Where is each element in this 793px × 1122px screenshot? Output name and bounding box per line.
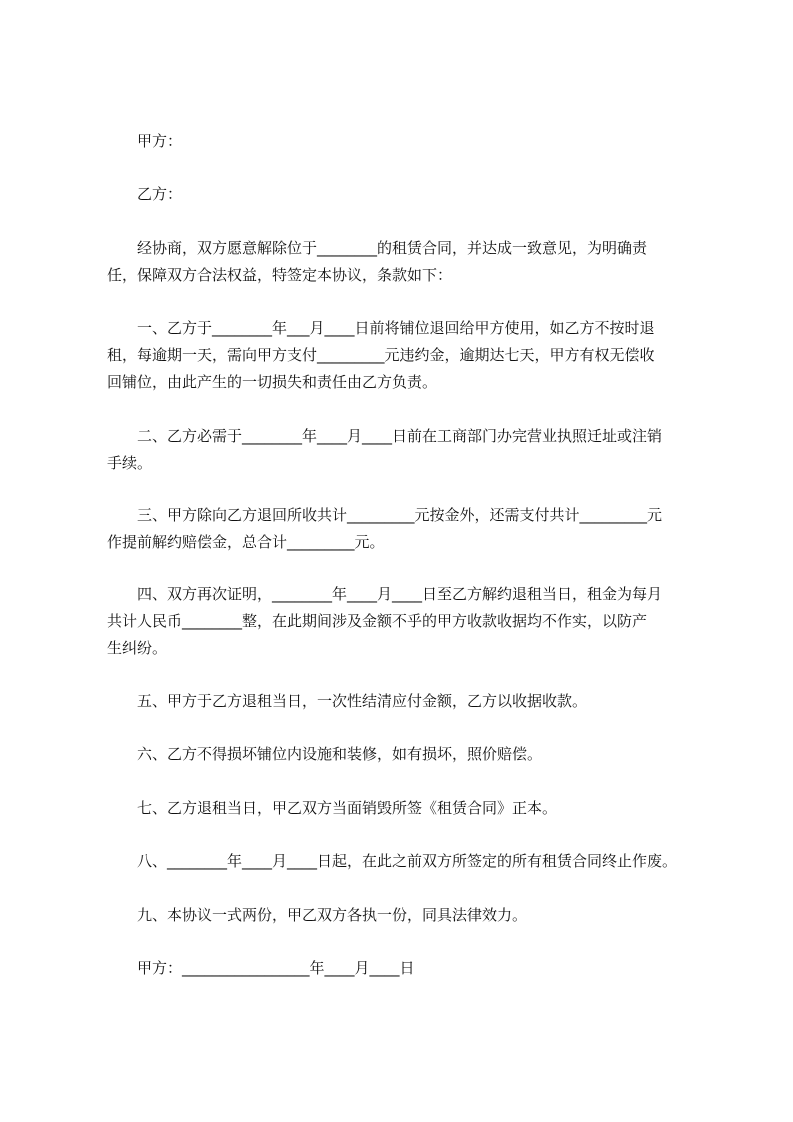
intro-paragraph bbox=[107, 235, 707, 289]
intro-line-2: 任，保障双方合法权益，特签定本协议，条款如下： bbox=[107, 266, 453, 284]
clause-1-line-2: 租，每逾期一天，需向甲方支付_________元违约金，逾期达七天，甲方有权无偿收 bbox=[107, 346, 655, 364]
party-b-label: 乙方： bbox=[107, 185, 183, 203]
clause-4-line-3: 生纠纷。 bbox=[107, 639, 168, 657]
clause-4-line-1: 四、双方再次证明，________年____月____日至乙方解约退租当日，租金为每月 bbox=[107, 585, 663, 603]
signature-line: 甲方：_________________年____月____日 bbox=[107, 959, 415, 977]
clause-4 bbox=[107, 581, 707, 662]
clause-5: 五、甲方于乙方退租当日，一次性结清应付金额，乙方以收据收款。 bbox=[107, 692, 588, 710]
clause-6: 六、乙方不得损坏铺位内设施和装修，如有损坏，照价赔偿。 bbox=[107, 745, 543, 763]
intro-line-1: 经协商，双方愿意解除位于________的租赁合同，并达成一致意见，为明确责 bbox=[107, 239, 648, 257]
clause-3 bbox=[107, 502, 707, 556]
clause-4-line-2: 共计人民币________整，在此期间涉及金额不乎的甲方收款收据均不作实，以防产 bbox=[107, 612, 648, 630]
clause-8: 八、________年____月____日起，在此之前双方所签定的所有租赁合同终止作废。 bbox=[107, 852, 678, 870]
clause-3-line-1: 三、甲方除向乙方退回所收共计_________元按金外，还需支付共计_________元 bbox=[107, 506, 663, 524]
clause-2 bbox=[107, 423, 707, 477]
clause-7: 七、乙方退租当日，甲乙双方当面销毁所签《租赁合同》正本。 bbox=[107, 799, 558, 817]
party-a-label: 甲方： bbox=[107, 132, 183, 150]
clause-1 bbox=[107, 315, 707, 396]
clause-2-line-2: 手续。 bbox=[107, 454, 153, 472]
clause-3-line-2: 作提前解约赔偿金，总合计_________元。 bbox=[107, 533, 385, 551]
clause-2-line-1: 二、乙方必需于________年____月____日前在工商部门办完营业执照迁址或注销 bbox=[107, 427, 663, 445]
clause-1-line-1: 一、乙方于________年___月____日前将铺位退回给甲方使用，如乙方不按时退 bbox=[107, 319, 655, 337]
clause-9: 九、本协议一式两份，甲乙双方各执一份，同具法律效力。 bbox=[107, 906, 528, 924]
clause-1-line-3: 回铺位，由此产生的一切损失和责任由乙方负责。 bbox=[107, 373, 438, 391]
